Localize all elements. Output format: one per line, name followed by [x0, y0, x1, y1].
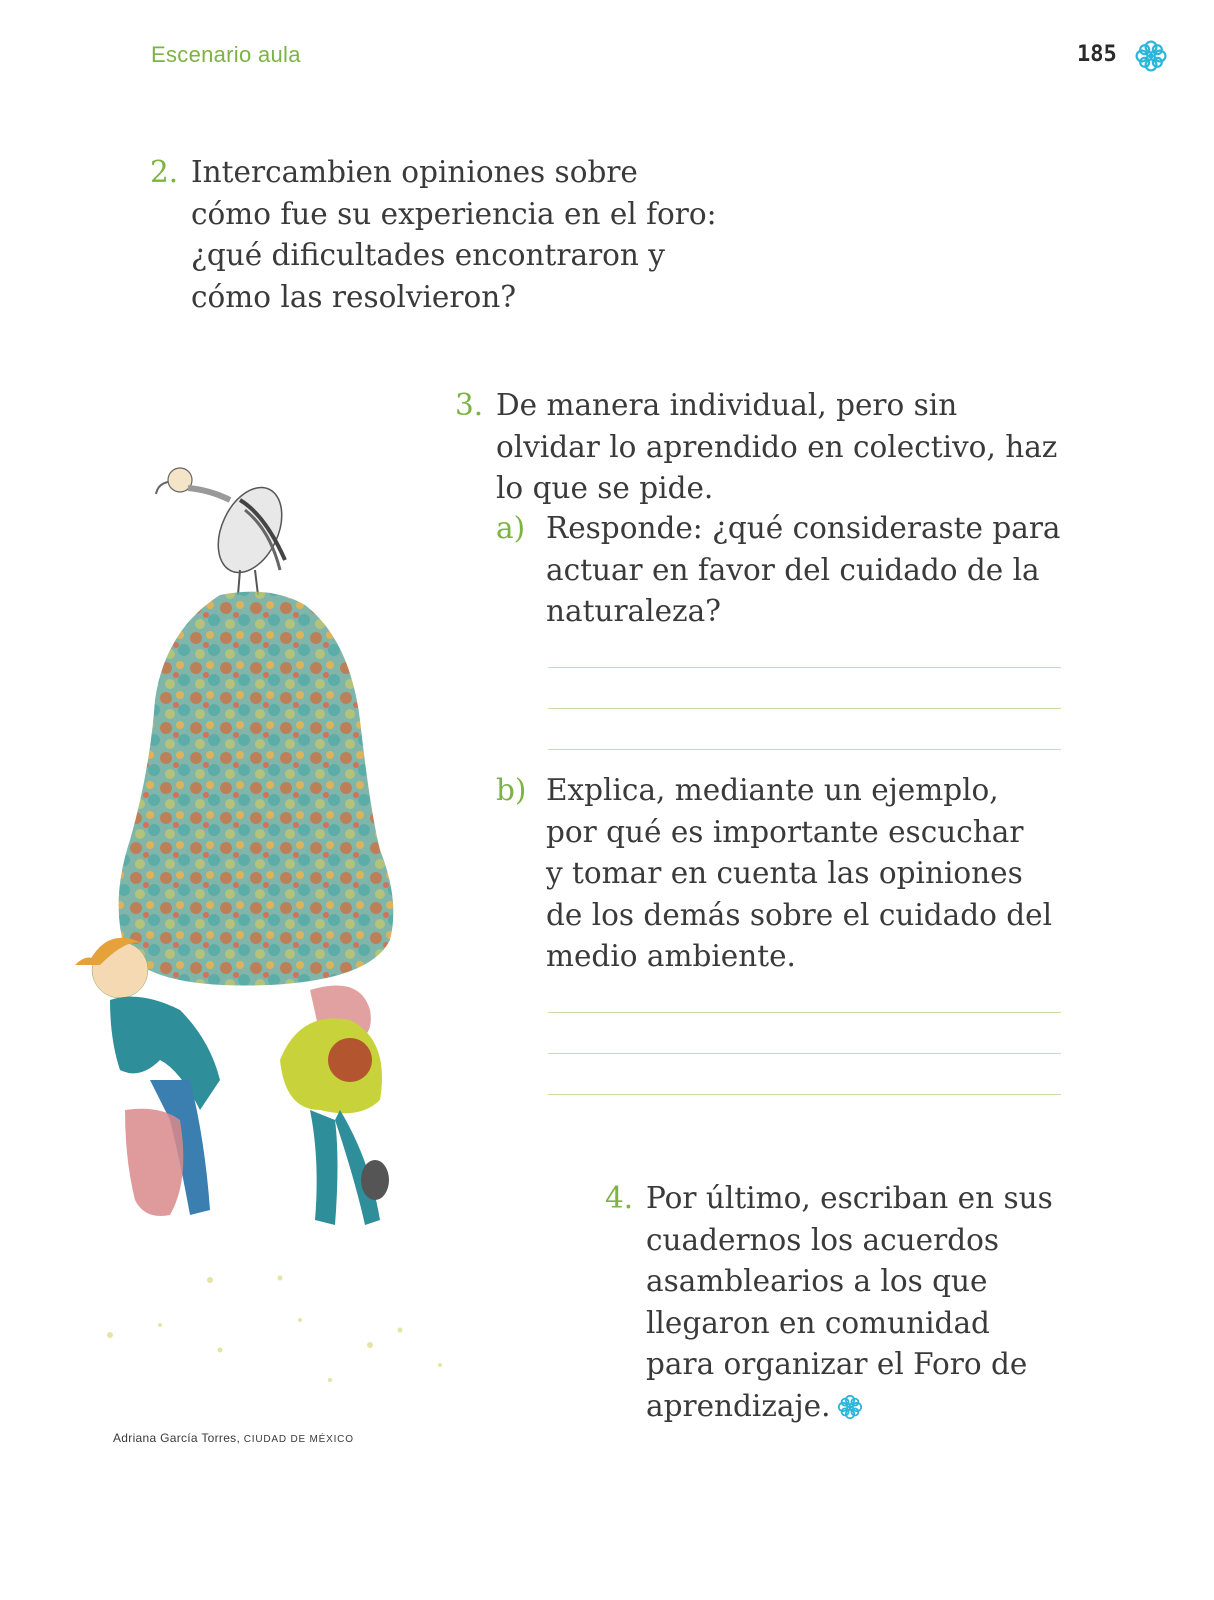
question-text — [646, 1178, 1075, 1427]
question-number: 3. — [455, 388, 484, 422]
flower-icon — [1133, 38, 1169, 74]
vulture-illustration — [156, 468, 294, 595]
question-number: 2. — [150, 155, 179, 189]
subquestion-b — [496, 770, 1076, 978]
subquestion-text: Responde: ¿qué consideraste para actuar en favor del cuidado de la naturaleza? — [546, 511, 1061, 628]
question-text: De manera individual, pero sin olvidar lo aprendido en colectivo, haz lo que se pide. — [496, 388, 1058, 505]
illustration-children-trash-pile — [70, 420, 470, 1410]
credit-place: CIUDAD DE MÉXICO — [243, 1434, 354, 1445]
section-title: Escenario aula — [151, 42, 301, 67]
answer-line[interactable] — [548, 708, 1061, 709]
question-2 — [150, 152, 770, 318]
answer-line[interactable] — [548, 749, 1061, 750]
subquestion-a — [496, 508, 1076, 633]
subquestion-letter: b) — [496, 773, 527, 807]
illustration-credit — [113, 1431, 354, 1445]
answer-line[interactable] — [548, 1012, 1061, 1013]
subquestion-letter: a) — [496, 511, 526, 545]
page-number: 185 — [1077, 42, 1117, 67]
question-3 — [455, 385, 1075, 510]
question-number: 4. — [605, 1181, 634, 1215]
subquestion-text: Explica, mediante un ejemplo, por qué es importante escuchar y tomar en cuenta las opiniones de los demás sobre el cuidado del medio ambiente. — [546, 773, 1053, 973]
question-text-content: Por último, escriban en sus cuadernos los acuerdos asamblearios a los que llegaron en comunidad para organizar el Foro de aprendizaje. — [646, 1181, 1053, 1423]
credit-author: Adriana García Torres, — [113, 1431, 241, 1445]
question-4 — [605, 1178, 1075, 1427]
question-text: Intercambien opiniones sobre cómo fue su experiencia en el foro: ¿qué dificultades encontraron y cómo las resolvieron? — [191, 155, 717, 314]
answer-line[interactable] — [548, 1053, 1061, 1054]
flower-icon — [836, 1393, 864, 1421]
boy-illustration — [280, 986, 389, 1226]
answer-line[interactable] — [548, 1094, 1061, 1095]
answer-line[interactable] — [548, 667, 1061, 668]
